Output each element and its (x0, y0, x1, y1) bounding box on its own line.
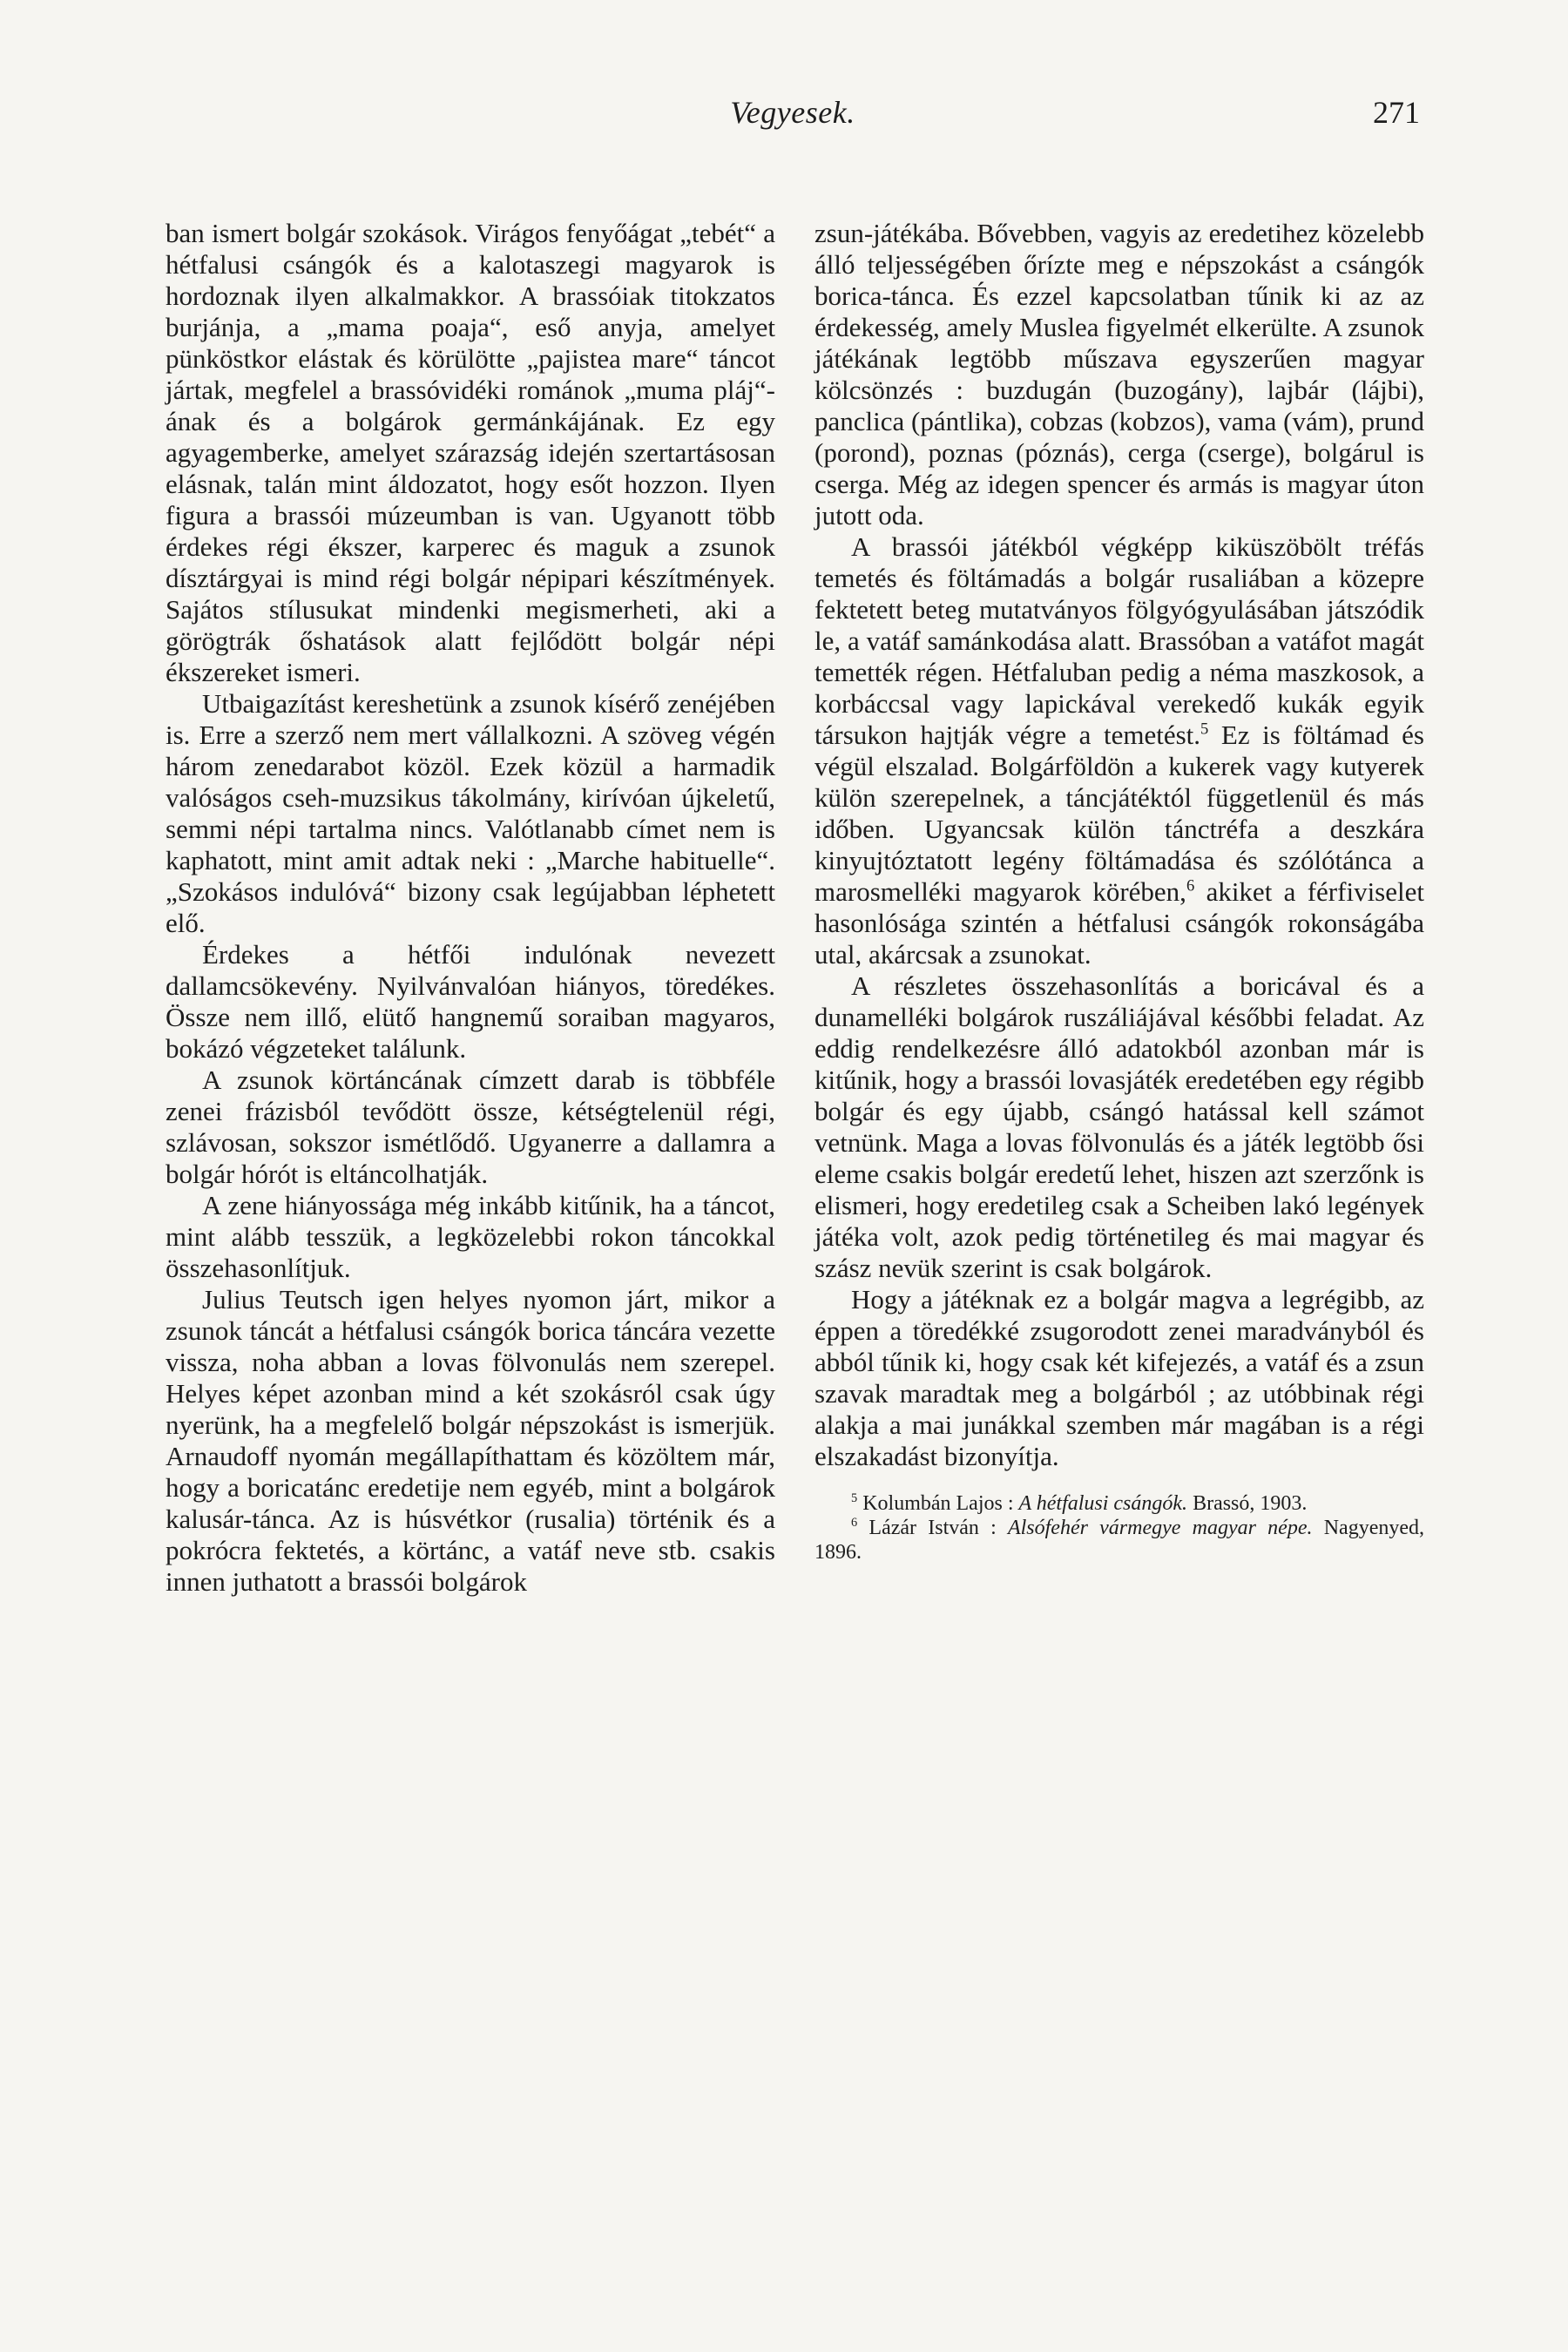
page-header (166, 94, 1420, 136)
paragraph: zsun-játékába. Bővebben, vagyis az eredetihez közelebb álló teljességében őrízte meg e népszokást a csángók borica-tánca. És ezzel kapcsolatban tűnik ki az az érdekesség, amely Muslea figyelmét elkerülte. A zsunok játékának legtöbb műszava egyszerűen magyar kölcsönzés : buzdugán (buzogány), lajbár (lájbi), panclica (pántlika), cobzas (kobzos), vama (vám), prund (porond), poznas (póznás), cerga (cserge), bolgárul is cserga. Még az idegen spencer és armás is magyar úton jutott oda. (814, 218, 1424, 531)
paragraph-text: akiket a férfiviselet hasonlósága szintén a hétfalusi csángók rokonságába utal, akárcsak a zsunokat. (814, 876, 1424, 970)
footnote-mark: 5 (851, 1491, 858, 1505)
footnote-title: A hétfalusi csángók. (1018, 1492, 1188, 1515)
footnotes (814, 1491, 1424, 1565)
paragraph: A részletes összehasonlítás a boricával és a dunamelléki bolgárok ruszáliájával későbbi feladat. Az eddig rendelkezésre álló adatokból azonban már is kitűnik, hogy a brassói lovasjáték eredetében egy régibb bolgár és egy újabb, csángó hatással kell számot vetnünk. Maga a lovas fölvonulás és a játék legtöbb ősi eleme csakis bolgár eredetű lehet, hiszen azt szerzőnk is elismeri, hogy eredetileg csak a Scheiben lakó legények játéka volt, azok pedig történetileg és mai magyar és szász nevük szerint is csak bolgárok. (814, 970, 1424, 1283)
left-column (166, 218, 775, 1598)
paragraph: A zsunok körtáncának címzett darab is többféle zenei frázisból tevődött össze, kétségtelenül régi, szlávosan, sokszor ismétlődő. Ugyanerre a dallamra a bolgár hórót is eltáncolhatják. (166, 1064, 775, 1189)
paragraph: A zene hiányossága még inkább kitűnik, ha a táncot, mint alább tesszük, a legközelebbi rokon táncokkal összehasonlítjuk. (166, 1190, 775, 1283)
running-title: Vegyesek. (730, 95, 855, 130)
footnote-title: Alsófehér vármegye magyar népe. (1007, 1517, 1313, 1539)
page-number: 271 (1373, 95, 1420, 130)
footnote-rest: Nagyenyed, 1896. (814, 1517, 1424, 1564)
footnote-author: Kolumbán Lajos : (857, 1492, 1019, 1515)
footnote (814, 1491, 1424, 1516)
paragraph-text: A brassói játékból végképp kiküszöbölt tréfás temetés és föltámadás a bolgár rusaliában a közepre fektetett beteg mutatványos fölgyógyulásában játszódik le, a vatáf samánkodása alatt. Brassóban a vatáfot magát temették régen. Hétfaluban pedig a néma maszkosok, a korbáccsal vagy lapickával verekedő kukák egyik társukon hajtják végre a temetést. (814, 531, 1424, 750)
footnote-reference: 5 (1200, 720, 1209, 739)
paragraph: Érdekes a hétfői indulónak nevezett dallamcsökevény. Nyilvánvalóan hiányos, töredékes. Össze nem illő, elütő hangnemű soraiban magyaros, bokázó végzeteket találunk. (166, 939, 775, 1064)
footnote-rest: Brassó, 1903. (1187, 1492, 1308, 1515)
paragraph: ban ismert bolgár szokások. Virágos fenyőágat „tebét“ a hétfalusi csángók és a kalotaszegi magyarok is hordoznak ilyen alkalmakkor. A brassóiak titokzatos burjánja, a „mama poaja“, eső anyja, amelyet pünköstkor elástak és körülötte „pajistea mare“ táncot jártak, megfelel a brassóvidéki románok „muma pláj“-ának és a bolgárok germánkájának. Ez egy agyagemberke, amelyet szárazság idején szertartásosan elásnak, talán mint áldozatot, hogy esőt hozzon. Ilyen figura a brassói múzeumban is van. Ugyanott több érdekes régi ékszer, karperec és maguk a zsunok dísztárgyai is mind régi bolgár népipari készítmények. Sajátos stílusukat mindenki megismerheti, aki a görögtrák őshatások alatt fejlődött bolgár népi ékszereket ismeri. (166, 218, 775, 687)
paragraph: Utbaigazítást kereshetünk a zsunok kísérő zenéjében is. Erre a szerző nem mert vállalkozni. A szöveg végén három zenedarabot közöl. Ezek közül a harmadik valóságos cseh-muzsikus tákolmány, kirívóan újkeletű, semmi népi tartalma nincs. Valótlanabb címet nem is kaphatott, mint amit adtak neki : „Marche habituelle“. „Szokásos indulóvá“ bizony csak legújabban léphetett elő. (166, 688, 775, 938)
paragraph: Hogy a játéknak ez a bolgár magva a legrégibb, az éppen a töredékké zsugorodott zenei maradványból és abból tűnik ki, hogy csak két kifejezés, a vatáf és a zsun szavak maradtak meg a bolgárból ; az utóbbinak régi alakja a mai junákkal szemben már magában is a régi elszakadást bizonyítja. (814, 1284, 1424, 1471)
right-column (814, 218, 1424, 1565)
footnote-mark: 6 (851, 1516, 858, 1530)
paragraph: Julius Teutsch igen helyes nyomon járt, mikor a zsunok táncát a hétfalusi csángók borica táncára vezette vissza, noha abban a lovas fölvonulás nem szerepel. Helyes képet azonban mind a két szokásról csak úgy nyerünk, ha a megfelelő bolgár népszokást is ismerjük. Arnaudoff nyomán megállapíthattam és közöltem már, hogy a boricatánc eredetije nem egyéb, mint a bolgárok kalusár-tánca. Az is húsvétkor (rusalia) történik és a pokrócra fektetés, a körtánc, a vatáf neve stb. csakis innen juthatott a brassói bolgárok (166, 1284, 775, 1597)
footnote-reference: 6 (1186, 876, 1195, 896)
footnote-author: Lázár István : (857, 1517, 1008, 1539)
paragraph-text: Ez is föltámad és végül elszalad. Bolgárföldön a kukerek vagy kutyerek külön szerepelnek, a táncjátéktól függetlenül és más időben. Ugyancsak külön tánctréfa a deszkára kinyujtóztatott legény föltámadása és szólótánca a marosmelléki magyarok körében, (814, 720, 1424, 907)
paragraph (814, 531, 1424, 970)
footnote (814, 1516, 1424, 1565)
